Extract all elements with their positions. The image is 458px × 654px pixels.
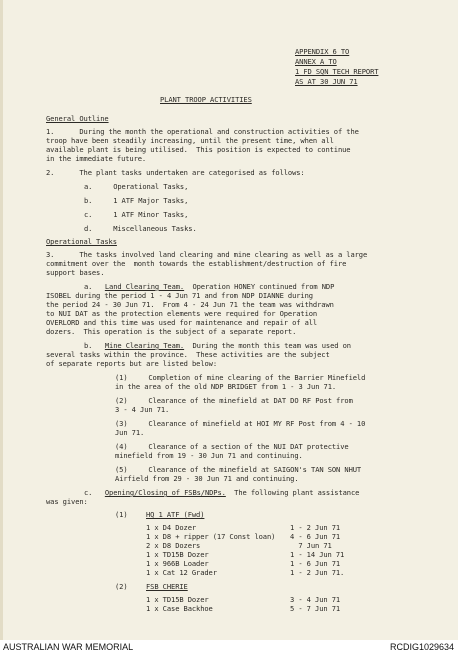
paragraph-line: ISOBEL during the period 1 - 4 Jun 71 and from NDP DIANNE during: [46, 291, 313, 300]
plant-dates: 5 - 7 Jun 71: [290, 604, 341, 613]
plant-dates: 3 - 4 Jun 71: [290, 595, 341, 604]
annex-ref-line-3: 1 FD SQN TECH REPORT: [295, 67, 379, 76]
annex-ref-line-4: AS AT 30 JUN 71: [295, 77, 358, 86]
plant-dates: 4 - 6 Jun 71: [290, 532, 341, 541]
subpara-prefix: b.: [84, 341, 93, 350]
mine-item-line: Jun 71.: [115, 428, 145, 437]
footer-record-id: RCDIG1029634: [389, 642, 454, 652]
plant-item: 1 x TD15B Dozer: [146, 595, 209, 604]
plant-dates: 1 - 2 Jun 71.: [290, 568, 345, 577]
mine-item-line: Airfield from 29 - 30 Jun 71 and continuing.: [115, 474, 299, 483]
plant-dates: 1 - 6 Jun 71: [290, 559, 341, 568]
plant-item: 1 x TD15B Dozer: [146, 550, 209, 559]
mine-item-line: (5) Clearance of the minefield at SAIGON's TAN SON NHUT: [115, 465, 362, 474]
plant-dates: 7 Jun 71: [290, 541, 332, 550]
mine-item-line: minefield from 19 - 30 Jun 71 and continuing.: [115, 451, 303, 460]
subpara-heading-fsb: Opening/Closing of FSBs/NDPs.: [104, 488, 226, 497]
section-heading-operational-tasks: Operational Tasks: [46, 237, 117, 246]
fsb-group-number: (1): [115, 510, 128, 519]
plant-dates: 1 - 14 Jun 71: [290, 550, 345, 559]
mine-item-line: (1) Completion of mine clearing of the Barrier Minefield: [115, 373, 366, 382]
category-item: d. Miscellaneous Tasks.: [84, 224, 197, 233]
subpara-heading-mine-clearing: Mine Clearing Team.: [104, 341, 185, 350]
paragraph-line: 1. During the month the operational and construction activities of the: [46, 127, 359, 136]
mine-item-line: (3) Clearance of minefield at HOI MY RF Post from 4 - 10: [115, 419, 366, 428]
page-edge: [0, 0, 3, 640]
plant-item: 1 x Cat 12 Grader: [146, 568, 217, 577]
section-heading-general-outline: General Outline: [46, 114, 109, 123]
paragraph-line: troop have been steadily increasing, until the present time, when all: [46, 136, 334, 145]
subpara-text: The following plant assistance: [225, 488, 360, 497]
mine-item-line: (2) Clearance of the minefield at DAT DO RF Post from: [115, 396, 353, 405]
category-item: c. 1 ATF Minor Tasks,: [84, 210, 189, 219]
paragraph-line: several tasks within the province. These activities are the subject: [46, 350, 330, 359]
paragraph-line: the period 24 - 30 Jun 71. From 4 - 24 Jun 71 the team was withdrawn: [46, 300, 334, 309]
plant-item: 2 x D8 Dozers: [146, 541, 201, 550]
annex-ref-line-1: APPENDIX 6 TO: [295, 47, 350, 56]
fsb-group-name: HQ 1 ATF (Fwd): [146, 510, 205, 519]
paragraph-line: to NUI DAT as the protection elements were required for Operation: [46, 309, 318, 318]
fsb-group-number: (2): [115, 582, 128, 591]
paragraph-line: OVERLORD and this time was used for maintenance and repair of all: [46, 318, 318, 327]
plant-item: 1 x 966B Loader: [146, 559, 209, 568]
land-clearing-first-line: [84, 282, 334, 291]
paragraph-line: was given:: [46, 497, 88, 506]
plant-item: 1 x D4 Dozer: [146, 523, 197, 532]
mine-item-line: 3 - 4 Jun 71.: [115, 405, 170, 414]
paragraph-line: commitment over the month towards the establishment/destruction of fire: [46, 259, 347, 268]
plant-item: 1 x D8 + ripper (17 Const loan): [146, 532, 276, 541]
subpara-text: Operation HONEY continued from NDP: [184, 282, 335, 291]
fsb-first-line: [84, 488, 359, 497]
archive-footer: [0, 640, 458, 654]
plant-item: 1 x Case Backhoe: [146, 604, 213, 613]
paragraph-line: 3. The tasks involved land clearing and mine clearing as well as a large: [46, 250, 368, 259]
paragraph-line: available plant is being utilised. This position is expected to continue: [46, 145, 351, 154]
paragraph-line: of separate reports but are listed below:: [46, 359, 218, 368]
paragraph-line: support bases.: [46, 268, 105, 277]
paragraph-line: 2. The plant tasks undertaken are categorised as follows:: [46, 168, 305, 177]
subpara-prefix: a.: [84, 282, 93, 291]
mine-clearing-first-line: [84, 341, 351, 350]
subpara-prefix: c.: [84, 488, 93, 497]
subpara-text: During the month this team was used on: [184, 341, 351, 350]
annex-ref-line-2: ANNEX A TO: [295, 57, 337, 66]
mine-item-line: (4) Clearance of a section of the NUI DAT protective: [115, 442, 349, 451]
fsb-group-name: FSB CHERIE: [146, 582, 188, 591]
plant-dates: 1 - 2 Jun 71: [290, 523, 341, 532]
subpara-heading-land-clearing: Land Clearing Team.: [104, 282, 185, 291]
category-item: a. Operational Tasks,: [84, 182, 189, 191]
paragraph-line: dozers. This operation is the subject of a separate report.: [46, 327, 297, 336]
document-title: PLANT TROOP ACTIVITIES: [160, 95, 252, 104]
mine-item-line: in the area of the old NDP BRIDGET from 1 - 3 Jun 71.: [115, 382, 337, 391]
category-item: b. 1 ATF Major Tasks,: [84, 196, 189, 205]
paragraph-line: in the immediate future.: [46, 154, 147, 163]
footer-institution: AUSTRALIAN WAR MEMORIAL: [3, 642, 134, 652]
